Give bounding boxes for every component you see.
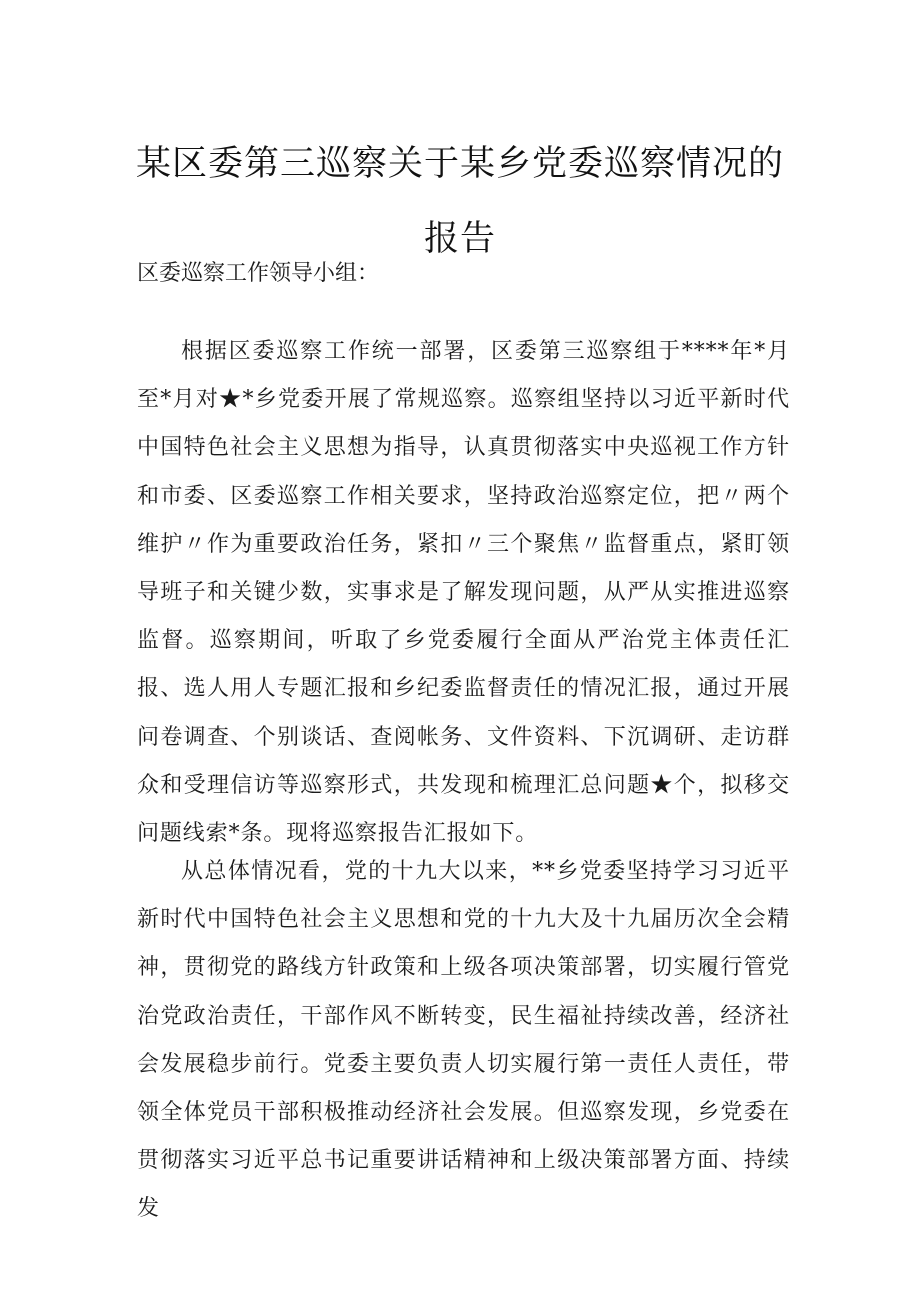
paragraph-1: 根据区委巡察工作统一部署，区委第三巡察组于****年*月至*月对★*乡党委开展了常规巡察。巡察组坚持以习近平新时代中国特色社会主义思想为指导，认真贯彻落实中央巡视工作方针和市委、区委巡察工作相关要求，坚持政治巡察定位，把〃两个维护〃作为重要政治任务，紧扣〃三个聚焦〃监督重点，紧盯领导班子和关键少数，实事求是了解发现问题，从严从实推进巡察监督。巡察期间，听取了乡党委履行全面从严治党主体责任汇报、选人用人专题汇报和乡纪委监督责任的情况汇报，通过开展问卷调查、个别谈话、查阅帐务、文件资料、下沉调研、走访群众和受理信访等巡察形式，共发现和梳理汇总问题★个，拟移交问题线索*条。现将巡察报告汇报如下。 [137, 339, 790, 847]
salutation: 区委巡察工作领导小组： [137, 261, 380, 286]
document-title-line-2: 报告 [423, 219, 496, 259]
paragraph-2: 从总体情况看，党的十九大以来，**乡党委坚持学习习近平新时代中国特色社会主义思想和党的十九大及十九届历次全会精神，贯彻党的路线方针政策和上级各项决策部署，切实履行管党治党政治责任，干部作风不断转变，民生福祉持续改善，经济社会发展稳步前行。党委主要负责人切实履行第一责任人责任，带领全体党员干部积极推动经济社会发展。但巡察发现，乡党委在贯彻落实习近平总书记重要讲话精神和上级决策部署方面、持续发 [137, 859, 790, 1222]
document-title-line-1: 某区委第三巡察关于某乡党委巡察情况的 [135, 144, 784, 184]
